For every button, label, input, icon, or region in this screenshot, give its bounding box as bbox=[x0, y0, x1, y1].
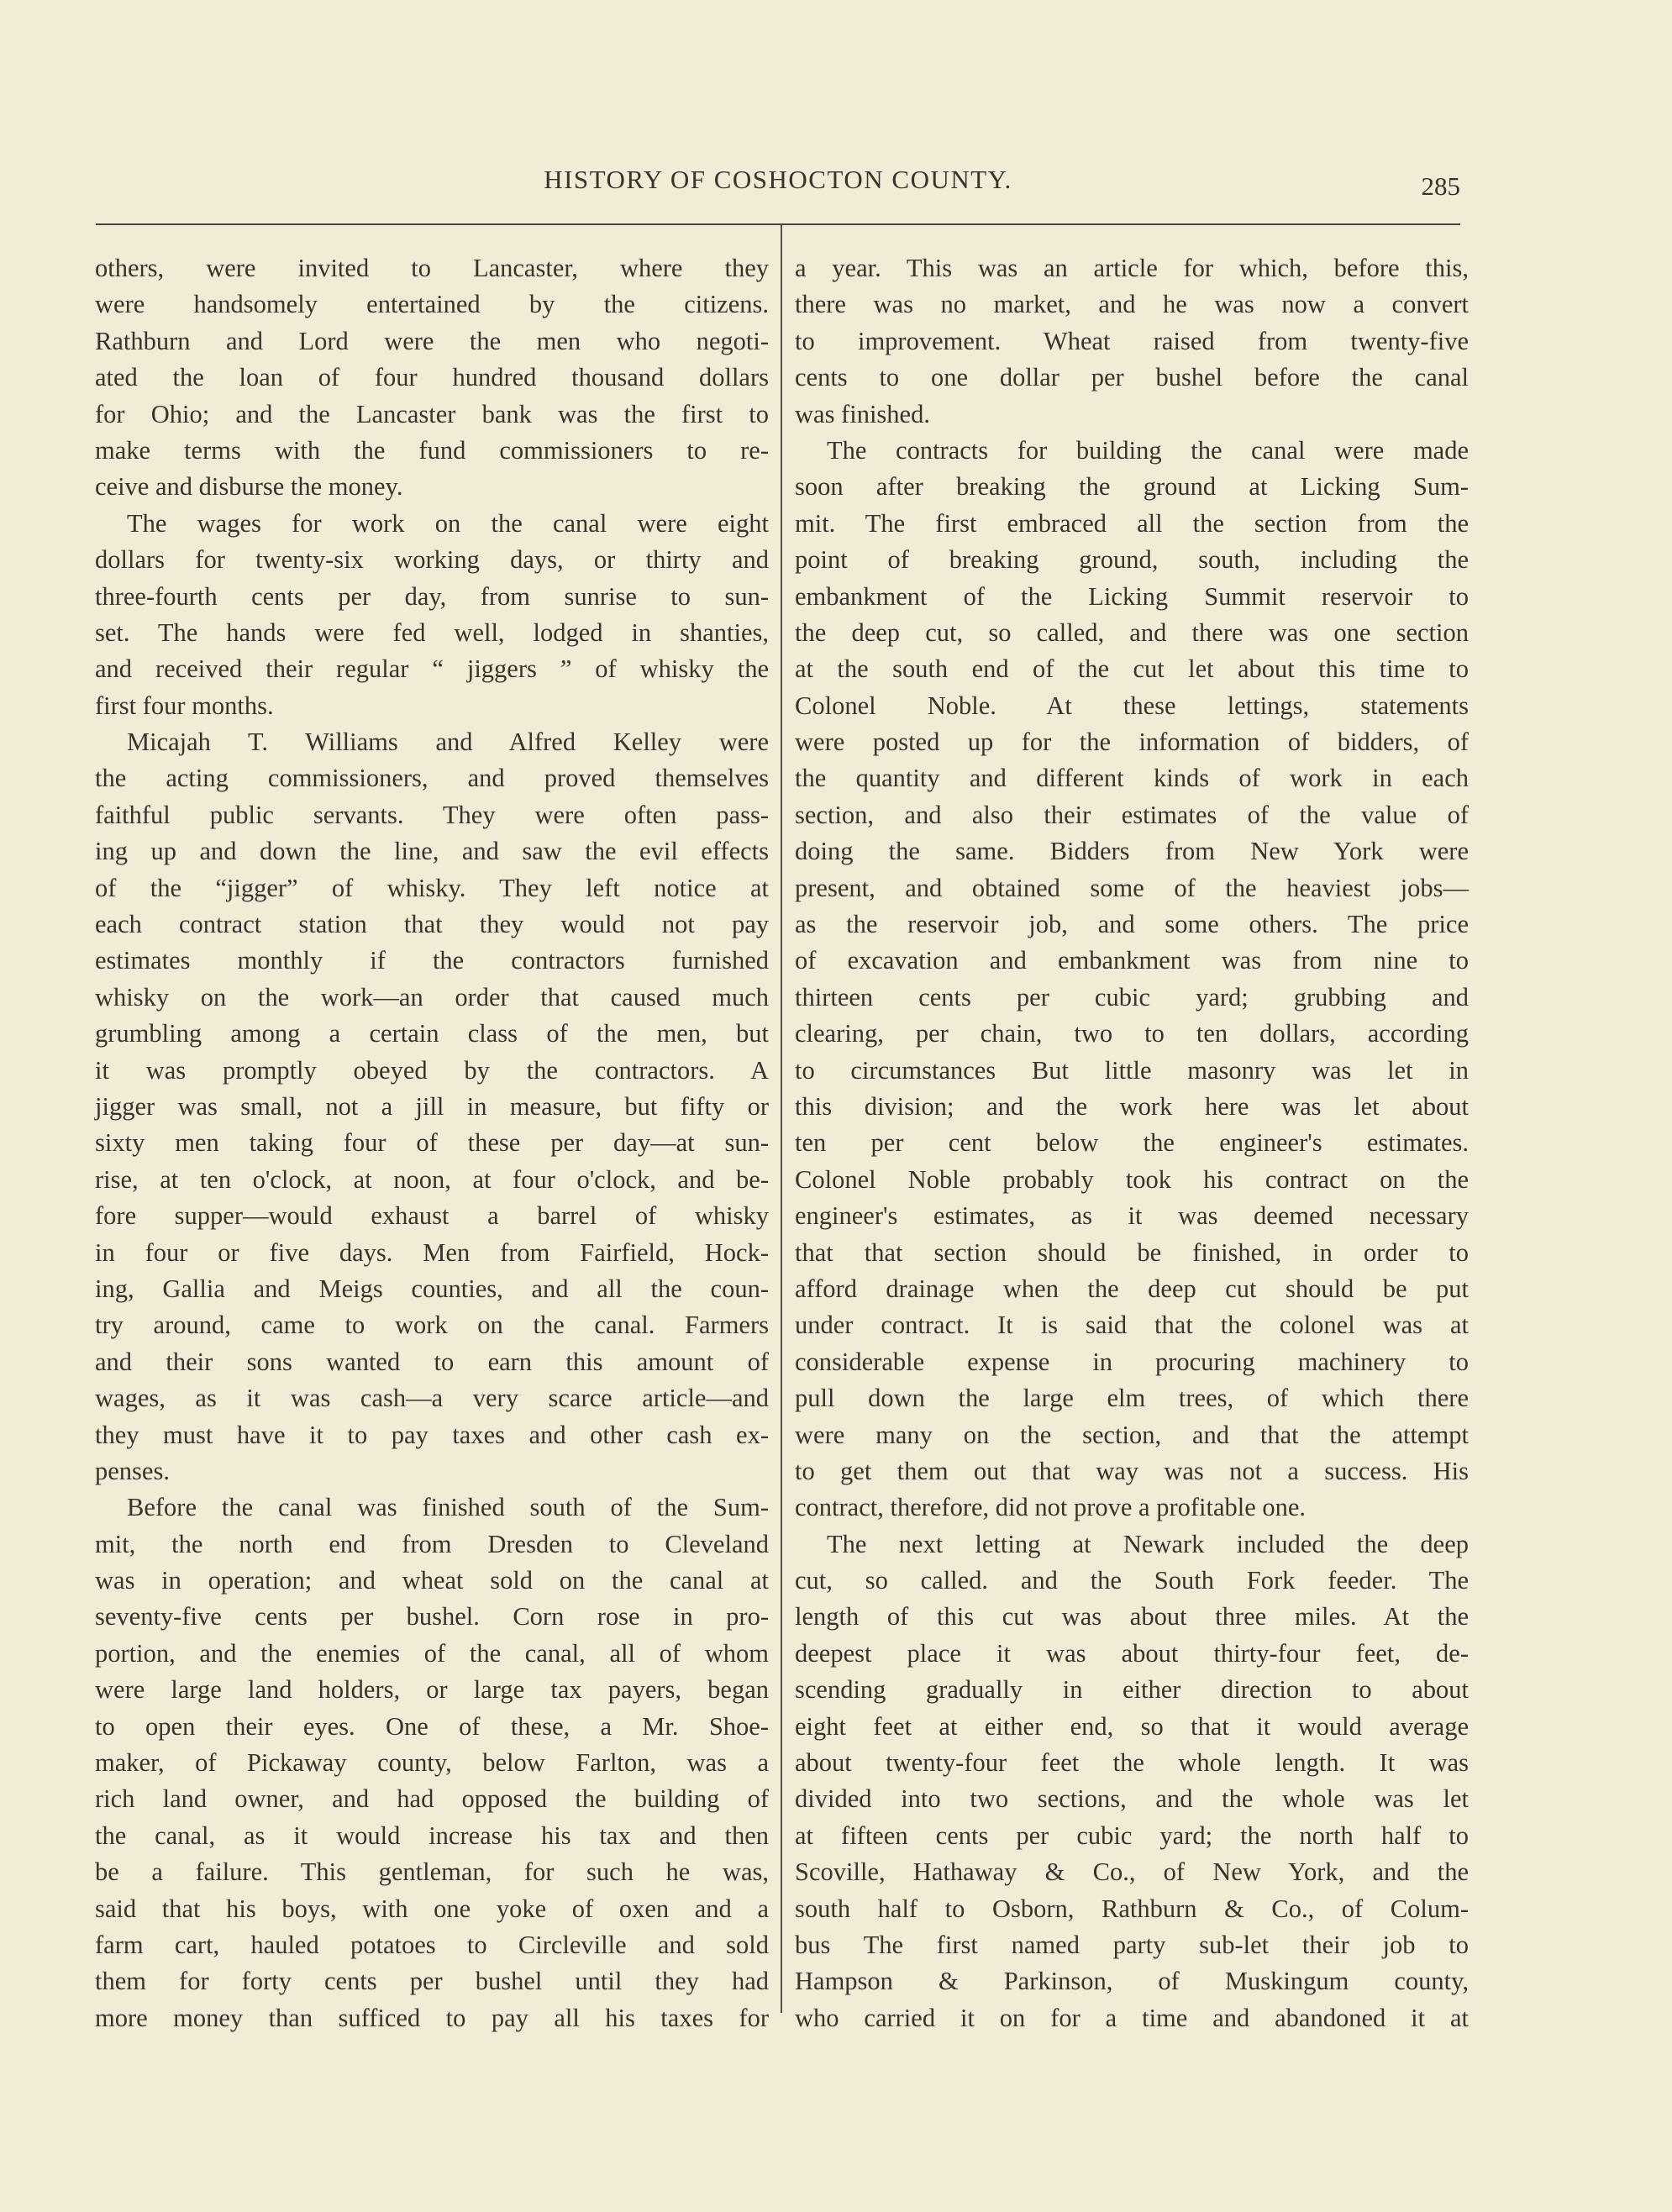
text-line: Colonel Noble probably took his contract on the bbox=[795, 1164, 1469, 1194]
text-line: was in operation; and wheat sold on the canal at bbox=[95, 1566, 769, 1595]
text-line: present, and obtained some of the heaviest jobs— bbox=[795, 873, 1469, 902]
text-line: more money than sufficed to pay all his taxes for bbox=[95, 2003, 769, 2032]
text-line: make terms with the fund commissioners to re- bbox=[95, 435, 769, 465]
text-line: they must have it to pay taxes and other cash ex- bbox=[95, 1420, 769, 1449]
running-head bbox=[96, 160, 1460, 202]
text-line: Micajah T. Williams and Alfred Kelley were bbox=[127, 728, 769, 757]
page-number: 285 bbox=[1421, 171, 1460, 201]
left-column bbox=[95, 250, 769, 2036]
text-line: of excavation and embankment was from nine to bbox=[795, 946, 1469, 975]
text-line: in four or five days. Men from Fairfield, Hock- bbox=[95, 1237, 769, 1267]
text-line: and received their regular “ jiggers ” of whisky the bbox=[95, 654, 769, 684]
text-line: afford drainage when the deep cut should be put bbox=[795, 1274, 1469, 1303]
text-line: contract, therefore, did not prove a profitable one. bbox=[795, 1493, 1307, 1522]
text-line: rich land owner, and had opposed the building of bbox=[95, 1784, 769, 1814]
text-line: others, were invited to Lancaster, where they bbox=[95, 254, 769, 282]
text-line: cents to one dollar per bushel before the canal bbox=[795, 363, 1469, 392]
text-line: seventy-five cents per bushel. Corn rose in pro- bbox=[95, 1602, 769, 1631]
text-line: a year. This was an article for which, before this, bbox=[795, 254, 1469, 282]
text-line: dollars for twenty-six working days, or thirty and bbox=[95, 545, 769, 575]
text-line: at fifteen cents per cubic yard; the north half to bbox=[795, 1821, 1469, 1850]
text-line: eight feet at either end, so that it would average bbox=[795, 1711, 1469, 1741]
text-line: south half to Osborn, Rathburn & Co., of Colum- bbox=[795, 1894, 1469, 1923]
text-line: there was no market, and he was now a convert bbox=[795, 290, 1469, 319]
text-line: clearing, per chain, two to ten dollars, according bbox=[795, 1019, 1469, 1048]
text-line: them for forty cents per bushel until they had bbox=[95, 1967, 769, 1996]
text-line: and their sons wanted to earn this amount of bbox=[95, 1347, 769, 1376]
text-line: as the reservoir job, and some others. The price bbox=[795, 910, 1469, 939]
text-line: for Ohio; and the Lancaster bank was the first to bbox=[95, 399, 769, 428]
text-line: wages, as it was cash—a very scarce article—and bbox=[95, 1384, 769, 1413]
text-line: ing, Gallia and Meigs counties, and all the coun- bbox=[95, 1274, 769, 1303]
text-line: divided into two sections, and the whole was let bbox=[795, 1784, 1469, 1814]
text-line: were many on the section, and that the attempt bbox=[795, 1420, 1469, 1449]
text-line: this division; and the work here was let about bbox=[795, 1091, 1469, 1121]
text-line: section, and also their estimates of the value of bbox=[795, 800, 1469, 829]
text-line: try around, came to work on the canal. Farmers bbox=[95, 1311, 769, 1340]
text-line: pull down the large elm trees, of which there bbox=[795, 1384, 1469, 1413]
paragraph bbox=[95, 250, 769, 506]
text-line: Rathburn and Lord were the men who negoti- bbox=[95, 326, 769, 355]
text-line: thirteen cents per cubic yard; grubbing and bbox=[795, 982, 1469, 1011]
paragraph bbox=[95, 506, 769, 724]
text-line: the deep cut, so called, and there was one section bbox=[795, 617, 1469, 647]
text-line: the canal, as it would increase his tax and then bbox=[95, 1821, 769, 1850]
text-line: ing up and down the line, and saw the evil effects bbox=[95, 837, 769, 866]
text-line: Colonel Noble. At these lettings, statements bbox=[795, 691, 1469, 720]
text-line: were large land holders, or large tax payers, began bbox=[95, 1675, 769, 1705]
text-line: the quantity and different kinds of work in each bbox=[795, 764, 1469, 793]
text-line: considerable expense in procuring machinery to bbox=[795, 1347, 1469, 1376]
text-line: embankment of the Licking Summit reservoir to bbox=[795, 581, 1469, 611]
text-line: portion, and the enemies of the canal, all of whom bbox=[95, 1638, 769, 1668]
text-line: rise, at ten o'clock, at noon, at four o'clock, and be- bbox=[95, 1164, 769, 1194]
text-line: cut, so called. and the South Fork feeder. The bbox=[795, 1566, 1469, 1595]
text-line: jigger was small, not a jill in measure, but fifty or bbox=[95, 1091, 769, 1121]
text-line: whisky on the work—an order that caused much bbox=[95, 982, 769, 1011]
paragraph bbox=[95, 724, 769, 1490]
text-line: each contract station that they would not pay bbox=[95, 910, 769, 939]
text-line: scending gradually in either direction to about bbox=[795, 1675, 1469, 1705]
text-line: were posted up for the information of bidders, of bbox=[795, 728, 1469, 757]
paragraph bbox=[95, 1490, 769, 2036]
paragraph bbox=[795, 1526, 1469, 2036]
text-line: to get them out that way was not a success. His bbox=[795, 1456, 1469, 1485]
text-line: length of this cut was about three miles. At the bbox=[795, 1602, 1469, 1631]
text-line: deepest place it was about thirty-four feet, de- bbox=[795, 1638, 1469, 1668]
text-line: Before the canal was finished south of the Sum- bbox=[127, 1493, 769, 1522]
text-line: faithful public servants. They were often pass- bbox=[95, 800, 769, 829]
text-line: The contracts for building the canal were made bbox=[827, 435, 1469, 465]
text-line: sixty men taking four of these per day—at sun- bbox=[95, 1128, 769, 1158]
text-line: penses. bbox=[95, 1456, 170, 1485]
text-line: The next letting at Newark included the deep bbox=[827, 1529, 1469, 1558]
text-line: under contract. It is said that the colonel was at bbox=[795, 1311, 1469, 1340]
text-line: ceive and disburse the money. bbox=[95, 472, 403, 502]
text-line: about twenty-four feet the whole length. It was bbox=[795, 1748, 1469, 1778]
text-line: doing the same. Bidders from New York were bbox=[795, 837, 1469, 866]
text-line: farm cart, hauled potatoes to Circleville and sold bbox=[95, 1930, 769, 1959]
text-line: soon after breaking the ground at Licking Sum- bbox=[795, 472, 1469, 502]
text-line: maker, of Pickaway county, below Farlton, was a bbox=[95, 1748, 769, 1778]
text-line: fore supper—would exhaust a barrel of whisky bbox=[95, 1201, 769, 1231]
header-rule bbox=[96, 223, 1460, 225]
text-line: point of breaking ground, south, including the bbox=[795, 545, 1469, 575]
text-line: was finished. bbox=[795, 399, 930, 428]
column-divider bbox=[781, 225, 782, 2013]
text-line: first four months. bbox=[95, 691, 274, 720]
text-line: Hampson & Parkinson, of Muskingum county, bbox=[795, 1967, 1469, 1996]
text-line: ated the loan of four hundred thousand dollars bbox=[95, 363, 769, 392]
text-line: bus The first named party sub-let their job to bbox=[795, 1930, 1469, 1959]
text-line: were handsomely entertained by the citizens. bbox=[95, 290, 769, 319]
text-line: of the “jigger” of whisky. They left notice at bbox=[95, 873, 769, 902]
text-line: mit, the north end from Dresden to Cleveland bbox=[95, 1529, 769, 1558]
paragraph bbox=[795, 250, 1469, 433]
text-line: three-fourth cents per day, from sunrise to sun- bbox=[95, 581, 769, 611]
text-line: be a failure. This gentleman, for such he was, bbox=[95, 1857, 769, 1887]
text-line: ten per cent below the engineer's estimates. bbox=[795, 1128, 1469, 1158]
text-line: to improvement. Wheat raised from twenty-five bbox=[795, 326, 1469, 355]
paragraph bbox=[795, 433, 1469, 1526]
text-line: The wages for work on the canal were eight bbox=[127, 508, 769, 538]
right-column bbox=[795, 250, 1469, 2036]
text-line: the acting commissioners, and proved themselves bbox=[95, 764, 769, 793]
text-line: mit. The first embraced all the section from the bbox=[795, 508, 1469, 538]
text-line: set. The hands were fed well, lodged in shanties, bbox=[95, 617, 769, 647]
text-line: who carried it on for a time and abandoned it at bbox=[795, 2003, 1469, 2032]
text-line: at the south end of the cut let about this time to bbox=[795, 654, 1469, 684]
text-line: engineer's estimates, as it was deemed necessary bbox=[795, 1201, 1469, 1231]
text-line: to circumstances But little masonry was let in bbox=[795, 1055, 1469, 1085]
text-line: estimates monthly if the contractors furnished bbox=[95, 946, 769, 975]
text-line: Scoville, Hathaway & Co., of New York, and the bbox=[795, 1857, 1469, 1887]
text-line: said that his boys, with one yoke of oxen and a bbox=[95, 1894, 769, 1923]
text-line: to open their eyes. One of these, a Mr. Shoe- bbox=[95, 1711, 769, 1741]
running-title: HISTORY OF COSHOCTON COUNTY. bbox=[544, 165, 1012, 194]
text-line: grumbling among a certain class of the men, but bbox=[95, 1019, 769, 1048]
text-line: it was promptly obeyed by the contractors. A bbox=[95, 1055, 769, 1085]
text-line: that that section should be finished, in order to bbox=[795, 1237, 1469, 1267]
